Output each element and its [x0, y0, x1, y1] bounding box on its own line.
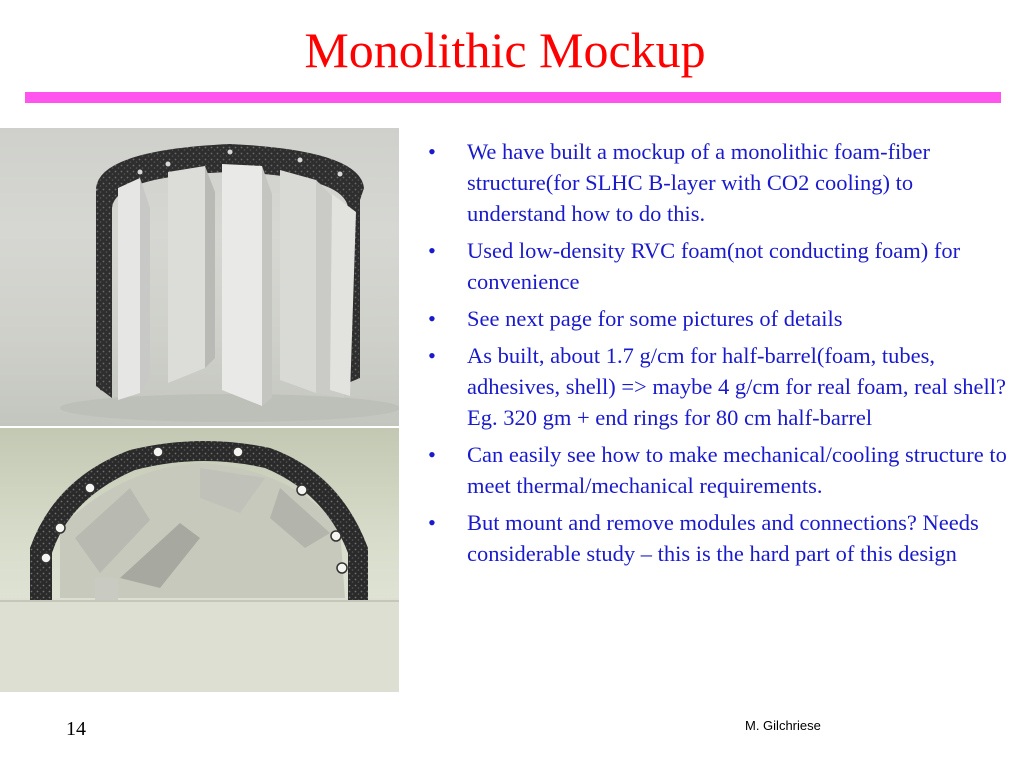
mockup-side-view-photo	[0, 128, 399, 426]
bullet-item	[422, 340, 1007, 433]
bullet-glyph: •	[428, 510, 436, 535]
bullet-glyph: •	[428, 306, 436, 331]
bullet-list	[422, 136, 1007, 575]
bullet-text: But mount and remove modules and connections? Needs considerable study – this is the hard part of this design	[467, 510, 979, 566]
title-underline	[25, 92, 1001, 103]
bullet-glyph: •	[428, 442, 436, 467]
bullet-text: Used low-density RVC foam(not conducting foam) for convenience	[467, 238, 961, 294]
bullet-item	[422, 235, 1007, 297]
author-name: M. Gilchriese	[745, 718, 821, 733]
bullet-item	[422, 439, 1007, 501]
bullet-glyph: •	[428, 238, 436, 263]
bullet-text: We have built a mockup of a monolithic foam-fiber structure(for SLHC B-layer with CO2 cooling) to understand how to do this.	[467, 139, 931, 226]
bullet-glyph: •	[428, 139, 436, 164]
slide-number: 14	[66, 718, 86, 740]
bullet-item	[422, 507, 1007, 569]
bullet-text: Can easily see how to make mechanical/cooling structure to meet thermal/mechanical requirements.	[467, 442, 1007, 498]
bullet-text: As built, about 1.7 g/cm for half-barrel(foam, tubes, adhesives, shell) => maybe 4 g/cm for real foam, real shell? Eg. 320 gm + end rings for 80 cm half-barrel	[467, 343, 1006, 430]
bullet-text: See next page for some pictures of details	[467, 306, 843, 331]
mockup-end-view-photo	[0, 428, 399, 692]
slide-title: Monolithic Mockup	[304, 22, 706, 78]
bullet-item	[422, 136, 1007, 229]
bullet-item	[422, 303, 1007, 334]
bullet-glyph: •	[428, 343, 436, 368]
